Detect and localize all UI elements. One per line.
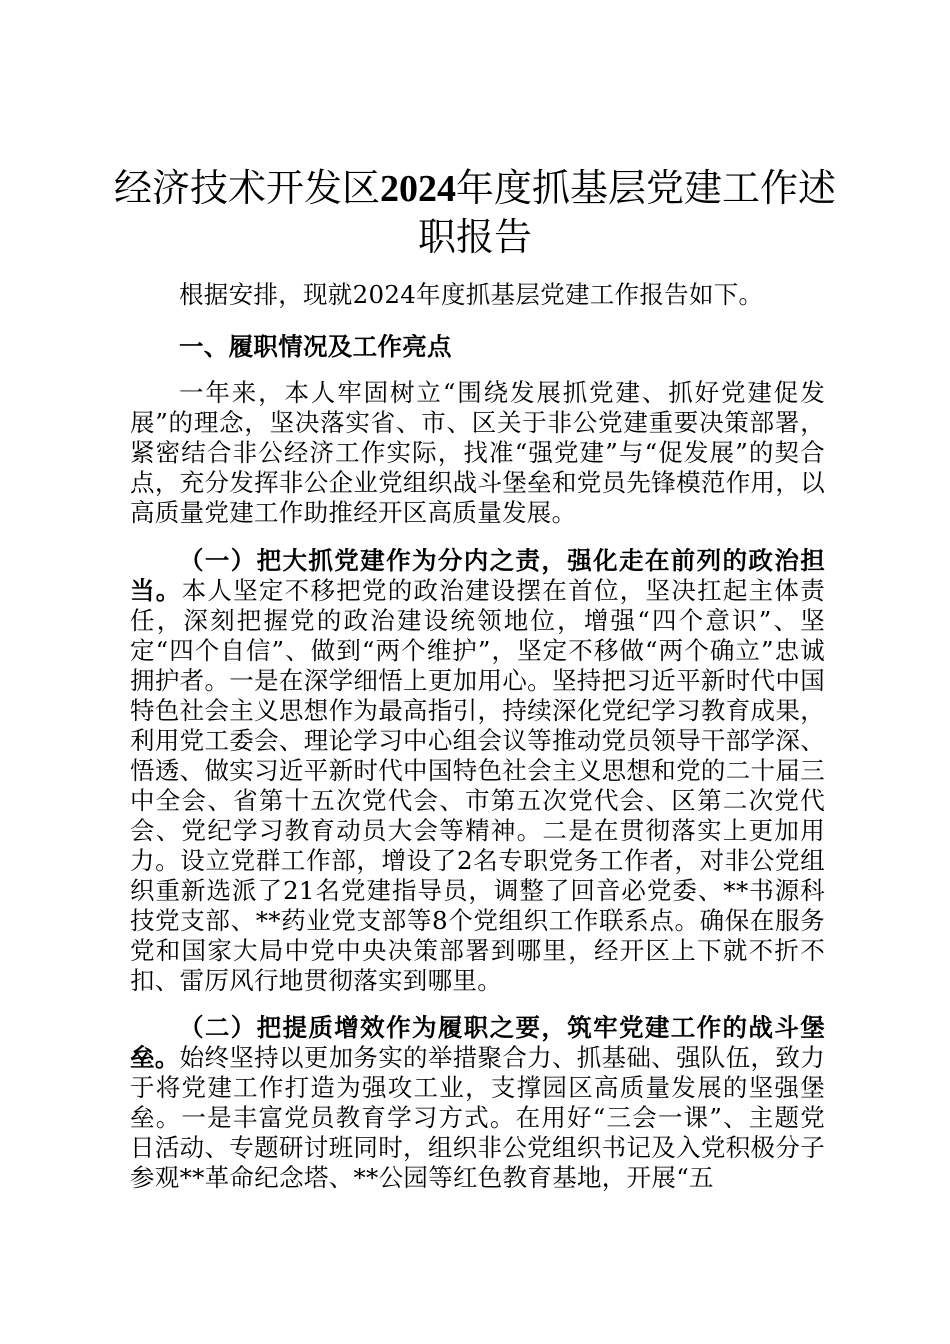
paragraph-body: 始终坚持以更加务实的举措聚合力、抓基础、强队伍，致力于将党建工作打造为强攻工业，支撑园区高质量发展的坚强堡垒。一是丰富党员教育学习方式。在用好“三会一课”、主题党日活动、专题研讨班同时，组织非公党组织书记及入党积极分子参观**革命纪念塔、**公园等红色教育基地，开展“五	[130, 1043, 826, 1192]
paragraph-lead: （一）把大抓党建作为分内之责，强化走在前列的政治担当。	[130, 546, 825, 605]
paragraph-quality-efficiency	[130, 1013, 825, 1193]
paragraph-lead: （二）把提质增效作为履职之要，筑牢党建工作的战斗堡垒。	[130, 1013, 825, 1072]
title-prefix: 经济技术开发区	[113, 166, 380, 210]
paragraph-overview: 一年来，本人牢固树立“围绕发展抓党建、抓好党建促发展”的理念，坚决落实省、市、区关于非公党建重要决策部署，紧密结合非公经济工作实际，找准“强党建”与“促发展”的契合点，充分发挥非公企业党组织战斗堡垒和党员先锋模范作用，以高质量党建工作助推经开区高质量发展。	[130, 378, 826, 527]
section-heading: 一、履职情况及工作亮点	[179, 332, 452, 361]
paragraph-political-responsibility	[130, 546, 825, 996]
paragraph-body: 本人坚定不移把党的政治建设摆在首位，坚决扛起主体责任，深刻把握党的政治建设统领地位，增强“四个意识”、坚定“四个自信”、做到“两个维护”，坚定不移做“两个确立”忠诚拥护者。一是在深学细悟上更加用心。坚持把习近平新时代中国特色社会主义思想作为最高指引，持续深化党纪学习教育成果，利用党工委会、理论学习中心组会议等推动党员领导干部学深、悟透、做实习近平新时代中国特色社会主义思想和党的二十届三中全会、省第十五次党代会、市第五次党代会、区第二次党代会、党纪学习教育动员大会等精神。二是在贯彻落实上更加用力。设立党群工作部，增设了2名专职党务工作者，对非公党组织重新选派了21名党建指导员，调整了回音必党委、**书源科技党支部、**药业党支部等8个党组织工作联系点。确保在服务党和国家大局中党中央决策部署到哪里，经开区上下就不折不扣、雷厉风行地贯彻落实到哪里。	[130, 576, 825, 995]
document-title	[100, 164, 850, 261]
intro-paragraph: 根据安排，现就2024年度抓基层党建工作报告如下。	[179, 280, 764, 309]
title-suffix: 年度抓基层党建工作述职报告	[417, 166, 837, 259]
title-year: 2024	[380, 168, 456, 210]
